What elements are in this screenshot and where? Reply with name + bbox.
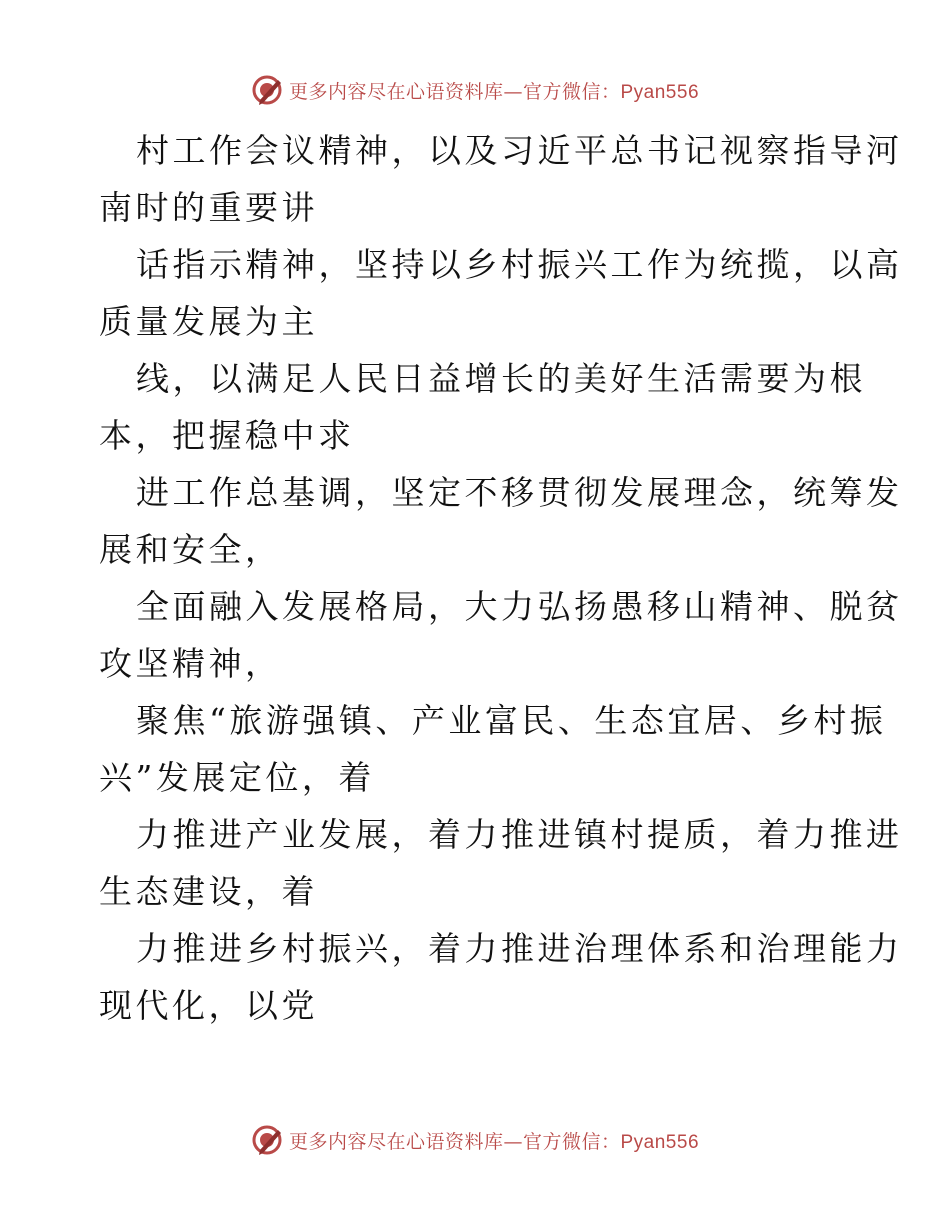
wechat-id: Pyan556: [620, 81, 700, 103]
watermark-text: 更多内容尽在心语资料库—官方微信：Pyan556: [288, 1130, 700, 1153]
pen-logo-icon: [251, 1124, 283, 1156]
paragraph: [99, 692, 887, 806]
paragraph: [99, 806, 903, 920]
paragraph-line: 展和安全，: [99, 530, 282, 569]
paragraph: [99, 464, 903, 578]
paragraph-line: 全面融入发展格局，大力弘扬愚移山精神、脱贫: [136, 587, 903, 626]
pen-logo-icon: [251, 74, 283, 106]
watermark-text: 更多内容尽在心语资料库—官方微信：Pyan556: [288, 80, 700, 103]
paragraph-line: 村工作会议精神，以及习近平总书记视察指导河: [136, 131, 903, 170]
footer-watermark: [0, 1120, 950, 1160]
paragraph-line: 现代化，以党: [99, 986, 318, 1025]
paragraph-line: 质量发展为主: [99, 302, 318, 341]
paragraph: [99, 236, 903, 350]
document-body: [99, 122, 903, 1034]
paragraph-line: 话指示精神，坚持以乡村振兴工作为统揽，以高: [136, 245, 903, 284]
header-watermark: [0, 70, 950, 110]
paragraph: [99, 122, 903, 236]
paragraph-line: 聚焦“旅游强镇、产业富民、生态宜居、乡村振: [136, 701, 887, 740]
paragraph: [99, 350, 866, 464]
paragraph-line: 力推进产业发展，着力推进镇村提质，着力推进: [136, 815, 903, 854]
paragraph: [99, 578, 903, 692]
paragraph: [99, 920, 903, 1034]
paragraph-line: 南时的重要讲: [99, 188, 318, 227]
paragraph-line: 进工作总基调，坚定不移贯彻发展理念，统筹发: [136, 473, 903, 512]
wechat-id: Pyan556: [620, 1131, 700, 1153]
paragraph-line: 兴”发展定位，着: [99, 758, 375, 797]
paragraph-line: 本，把握稳中求: [99, 416, 355, 455]
paragraph-line: 线，以满足人民日益增长的美好生活需要为根: [136, 359, 866, 398]
paragraph-line: 攻坚精神，: [99, 644, 282, 683]
paragraph-line: 力推进乡村振兴，着力推进治理体系和治理能力: [136, 929, 903, 968]
paragraph-line: 生态建设，着: [99, 872, 318, 911]
